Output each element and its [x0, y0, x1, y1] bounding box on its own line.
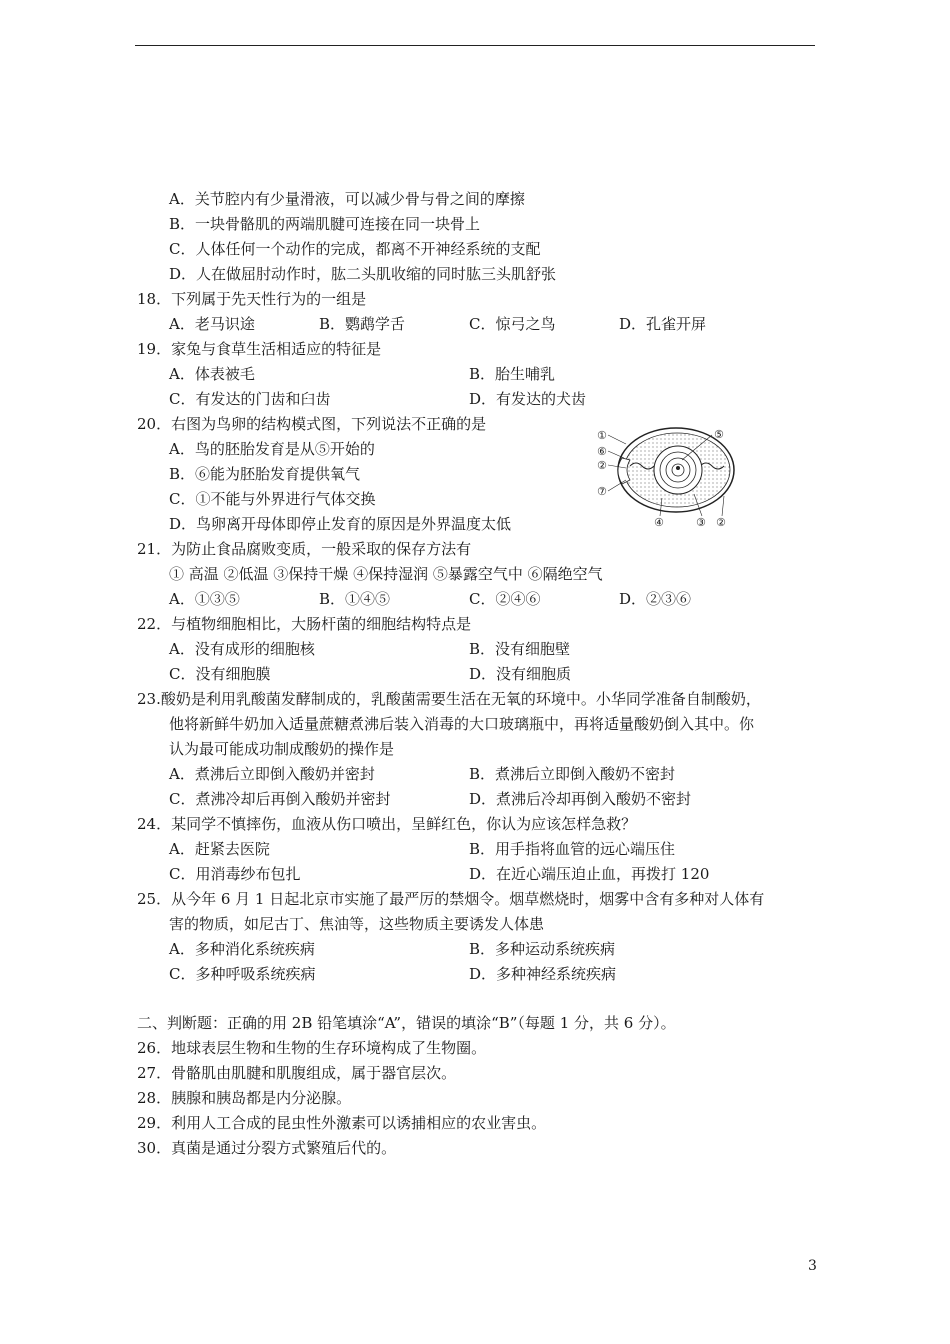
q29-statement: 29．利用人工合成的昆虫性外激素可以诱捕相应的农业害虫。: [137, 1114, 547, 1132]
page-number: 3: [808, 1258, 817, 1274]
q23-stem-line-2: 他将新鲜牛奶加入适量蔗糖煮沸后装入消毒的大口玻璃瓶中，再将适量酸奶倒入其中。你: [169, 715, 755, 733]
egg-label-7: ⑦: [597, 485, 607, 498]
egg-label-6: ⑥: [597, 445, 607, 458]
q23-option-a: A．煮沸后立即倒入酸奶并密封: [169, 765, 375, 783]
q19-option-d: D．有发达的犬齿: [469, 390, 587, 408]
q27-statement: 27．骨骼肌由肌腱和肌腹组成，属于器官层次。: [137, 1064, 457, 1082]
q18-stem: 18．下列属于先天性行为的一组是: [137, 290, 367, 308]
q22-option-c: C．没有细胞膜: [169, 665, 271, 683]
q19-option-a: A．体表被毛: [169, 365, 255, 383]
q23-option-b: B．煮沸后立即倒入酸奶不密封: [469, 765, 676, 783]
q22-option-b: B．没有细胞壁: [469, 640, 571, 658]
section2-heading: 二、判断题：正确的用 2B 铅笔填涂“A”，错误的填涂“B”（每题 1 分，共 6 分）。: [137, 1014, 676, 1032]
germinal-disc: [676, 466, 680, 470]
q30-statement: 30．真菌是通过分裂方式繁殖后代的。: [137, 1139, 397, 1157]
q20-option-c: C．①不能与外界进行气体交换: [169, 490, 376, 508]
q21-option-a: A．①③⑤: [169, 590, 240, 608]
q18-option-d: D．孔雀开屏: [619, 315, 707, 333]
q17-option-b: B．一块骨骼肌的两端肌腱可连接在同一块骨上: [169, 215, 481, 233]
egg-label-3: ③: [696, 516, 706, 529]
egg-label-4: ④: [654, 516, 664, 529]
q25-stem-line-1: 25．从今年 6 月 1 日起北京市实施了最严厉的禁烟令。烟草燃烧时，烟雾中含有多种对人体有: [137, 890, 765, 908]
egg-label-1: ①: [597, 429, 607, 442]
q25-stem-line-2: 害的物质，如尼古丁、焦油等，这些物质主要诱发人体患: [169, 915, 545, 933]
q25-option-d: D．多种神经系统疾病: [469, 965, 617, 983]
q21-option-b: B．①④⑤: [319, 590, 391, 608]
q22-stem: 22．与植物细胞相比，大肠杆菌的细胞结构特点是: [137, 615, 472, 633]
egg-label-2-bottom: ②: [716, 516, 726, 529]
q28-statement: 28．胰腺和胰岛都是内分泌腺。: [137, 1089, 352, 1107]
q19-option-c: C．有发达的门齿和臼齿: [169, 390, 331, 408]
q24-stem: 24．某同学不慎摔伤，血液从伤口喷出，呈鲜红色，你认为应该怎样急救？: [137, 815, 637, 833]
q23-option-c: C．煮沸冷却后再倒入酸奶并密封: [169, 790, 391, 808]
q24-option-a: A．赶紧去医院: [169, 840, 270, 858]
q21-options-list: ① 高温 ②低温 ③保持干燥 ④保持湿润 ⑤暴露空气中 ⑥隔绝空气: [169, 565, 603, 583]
q26-statement: 26．地球表层生物和生物的生存环境构成了生物圈。: [137, 1039, 487, 1057]
q23-option-d: D．煮沸后冷却再倒入酸奶不密封: [469, 790, 692, 808]
q20-option-a: A．鸟的胚胎发育是从⑤开始的: [169, 440, 375, 458]
q18-option-c: C．惊弓之鸟: [469, 315, 556, 333]
q24-option-d: D．在近心端压迫止血，再拨打 120: [469, 865, 710, 883]
header-rule: [135, 45, 815, 46]
q22-option-d: D．没有细胞质: [469, 665, 572, 683]
bird-egg-diagram: [596, 418, 742, 530]
q19-stem: 19．家兔与食草生活相适应的特征是: [137, 340, 382, 358]
q17-option-a: A．关节腔内有少量滑液，可以减少骨与骨之间的摩擦: [169, 190, 525, 208]
q21-option-c: C．②④⑥: [469, 590, 541, 608]
egg-label-2: ②: [597, 459, 607, 472]
egg-label-5: ⑤: [714, 428, 724, 441]
q18-option-b: B．鹦鹉学舌: [319, 315, 406, 333]
q24-option-c: C．用消毒纱布包扎: [169, 865, 301, 883]
q22-option-a: A．没有成形的细胞核: [169, 640, 315, 658]
q23-stem-line-3: 认为最可能成功制成酸奶的操作是: [169, 740, 395, 758]
q24-option-b: B．用手指将血管的远心端压住: [469, 840, 676, 858]
q17-option-c: C．人体任何一个动作的完成，都离不开神经系统的支配: [169, 240, 541, 258]
q21-option-d: D．②③⑥: [619, 590, 692, 608]
q23-stem-line-1: 23.酸奶是利用乳酸菌发酵制成的，乳酸菌需要生活在无氧的环境中。小华同学准备自制酸奶，: [137, 690, 761, 708]
q25-option-c: C．多种呼吸系统疾病: [169, 965, 316, 983]
q21-stem: 21．为防止食品腐败变质，一般采取的保存方法有: [137, 540, 472, 558]
q25-option-b: B．多种运动系统疾病: [469, 940, 616, 958]
q25-option-a: A．多种消化系统疾病: [169, 940, 315, 958]
q20-stem: 20．右图为鸟卵的结构模式图，下列说法不正确的是: [137, 415, 487, 433]
q20-option-d: D．鸟卵离开母体即停止发育的原因是外界温度太低: [169, 515, 512, 533]
q17-option-d: D．人在做屈肘动作时，肱二头肌收缩的同时肱三头肌舒张: [169, 265, 557, 283]
q18-option-a: A．老马识途: [169, 315, 255, 333]
q20-option-b: B．⑥能为胚胎发育提供氧气: [169, 465, 361, 483]
q19-option-b: B．胎生哺乳: [469, 365, 556, 383]
